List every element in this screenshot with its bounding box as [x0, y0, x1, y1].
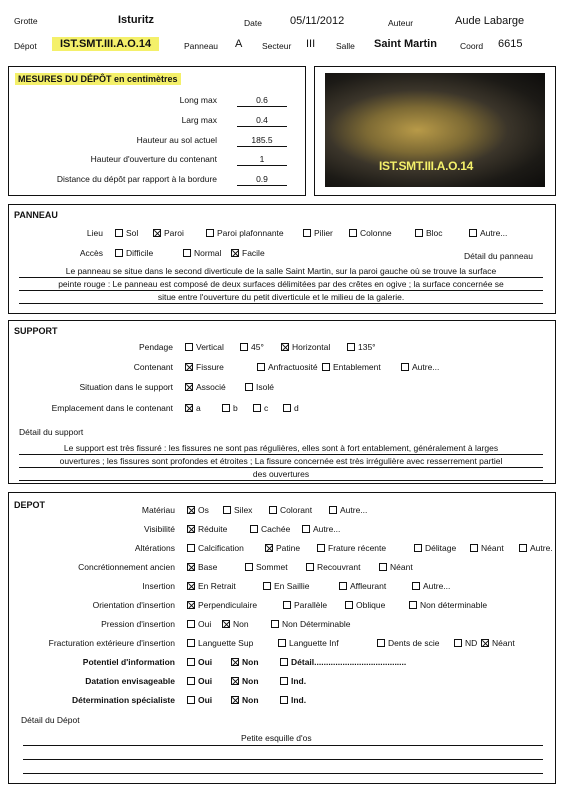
- checkbox[interactable]: [187, 639, 195, 647]
- checkbox[interactable]: [470, 544, 478, 552]
- detail-line: Le support est très fissuré : les fissures ne sont pas régulières, elles sont à fort entablement, généralement à larges: [63, 443, 499, 453]
- checkbox[interactable]: [222, 404, 230, 412]
- option-label: Non: [233, 619, 249, 629]
- checkbox[interactable]: [240, 343, 248, 351]
- checkbox[interactable]: [223, 506, 231, 514]
- option-label: Autre...: [412, 362, 440, 372]
- emplacement-label-text: Emplacement dans le contenant: [51, 403, 173, 413]
- option-label: Paroi: [164, 228, 184, 238]
- checkbox-checked[interactable]: [185, 383, 193, 391]
- option-label: Néant: [481, 543, 504, 553]
- checkbox[interactable]: [306, 563, 314, 571]
- acces-label: Accès: [79, 248, 103, 258]
- option-label: Affleurant: [350, 581, 387, 591]
- option-label: Silex: [234, 505, 253, 515]
- option-label: Non Déterminable: [282, 619, 351, 629]
- option-label: En Retrait: [198, 581, 236, 591]
- detail-line: situe entre l'ouverture du petit diverticule et le milieu de la galerie.: [157, 292, 405, 302]
- option-label: Associé: [196, 382, 226, 392]
- option-languette-sup[interactable]: [187, 638, 253, 648]
- mesure-value[interactable]: 0.4: [237, 115, 287, 127]
- detail-rule: [19, 480, 543, 481]
- option-autre[interactable]: [302, 524, 340, 534]
- option-entablement[interactable]: [322, 362, 381, 372]
- checkbox[interactable]: [414, 544, 422, 552]
- option-os[interactable]: [187, 505, 209, 515]
- option-label: Patine: [276, 543, 301, 553]
- option-label: Néant: [390, 562, 413, 572]
- checkbox[interactable]: [187, 677, 195, 685]
- checkbox[interactable]: [187, 658, 195, 666]
- detail-rule: [19, 467, 543, 468]
- option-difficile[interactable]: [115, 248, 153, 258]
- option-label: Entablement: [333, 362, 381, 372]
- checkbox[interactable]: [250, 525, 258, 533]
- option-label: Cachée: [261, 524, 291, 534]
- checkbox-checked[interactable]: [231, 658, 239, 666]
- checkbox[interactable]: [206, 229, 214, 237]
- option-label: Os: [198, 505, 209, 515]
- mesures-title: MESURES DU DÉPÔT en centimètres: [15, 73, 181, 85]
- option-label: Colorant: [280, 505, 313, 515]
- checkbox[interactable]: [377, 639, 385, 647]
- option-pilier[interactable]: [303, 228, 333, 238]
- option-label: a: [196, 403, 201, 413]
- checkbox[interactable]: [278, 639, 286, 647]
- depot-value: IST.SMT.III.A.O.14: [52, 37, 159, 51]
- checkbox-checked[interactable]: [187, 525, 195, 533]
- option-isole[interactable]: [245, 382, 274, 392]
- checkbox[interactable]: [283, 404, 291, 412]
- deposit-photo: [325, 73, 545, 187]
- option-label: Oui: [198, 695, 213, 705]
- option-label: 135°: [358, 342, 376, 352]
- option-label: Délitage: [425, 543, 457, 553]
- option-recouvrant[interactable]: [306, 562, 360, 572]
- option-label: Isolé: [256, 382, 274, 392]
- panneau-value: A: [235, 38, 243, 50]
- option-label: Autre...: [423, 581, 451, 591]
- option-label: Néant: [492, 638, 515, 648]
- option-a[interactable]: [185, 403, 201, 413]
- option-en-retrait[interactable]: [187, 581, 236, 591]
- mesure-label: Larg max: [181, 115, 217, 125]
- date-label: Date: [244, 18, 262, 28]
- option-neant[interactable]: [379, 562, 413, 572]
- checkbox-checked[interactable]: [187, 582, 195, 590]
- situation-label-text: Situation dans le support: [79, 382, 173, 392]
- checkbox[interactable]: [322, 363, 330, 371]
- option-cachee[interactable]: [250, 524, 290, 534]
- option-label: Oui: [198, 676, 213, 686]
- option-paroi[interactable]: [153, 228, 184, 238]
- panneau-label: Panneau: [184, 41, 219, 51]
- salle-label: Salle: [336, 41, 355, 51]
- option-languette-inf[interactable]: [278, 638, 339, 648]
- checkbox[interactable]: [339, 582, 347, 590]
- checkbox[interactable]: [302, 525, 310, 533]
- checkbox[interactable]: [269, 506, 277, 514]
- salle-value: Saint Martin: [374, 38, 437, 50]
- option-label: Recouvrant: [317, 562, 361, 572]
- option-135[interactable]: [347, 342, 376, 352]
- option-45[interactable]: [240, 342, 264, 352]
- option-base[interactable]: [187, 562, 217, 572]
- option-bloc[interactable]: [415, 228, 443, 238]
- checkbox[interactable]: [185, 343, 193, 351]
- option-reduite[interactable]: [187, 524, 227, 534]
- checkbox[interactable]: [303, 229, 311, 237]
- depot-row-label: Matériau: [141, 505, 175, 515]
- support-box: [8, 320, 556, 484]
- checkbox[interactable]: [280, 677, 288, 685]
- detail-depot-text: Petite esquille d'os: [241, 733, 312, 743]
- depot-row-label: Fracturation extérieure d'insertion: [48, 638, 175, 648]
- depot-row-label: Orientation d'insertion: [92, 600, 175, 610]
- option-label: Difficile: [126, 248, 154, 258]
- option-label: Anfractuosité: [268, 362, 318, 372]
- depot-row-label: Insertion: [142, 581, 175, 591]
- option-label: Calcification: [198, 543, 244, 553]
- checkbox[interactable]: [379, 563, 387, 571]
- depot-box: [8, 492, 556, 784]
- detail-rule: [19, 277, 543, 278]
- detail-rule: [19, 454, 543, 455]
- option-ind[interactable]: [280, 676, 306, 686]
- option-label: d: [294, 403, 299, 413]
- auteur-value: Aude Labarge: [455, 15, 525, 27]
- checkbox[interactable]: [469, 229, 477, 237]
- option-parallele[interactable]: [283, 600, 327, 610]
- option-label: Sol: [126, 228, 139, 238]
- detail-line: Le panneau se situe dans le second diverticule de la salle Saint Martin, sur la paroi gauche où se trouve la surface: [65, 266, 497, 276]
- depot-row-label: Visibilité: [143, 524, 175, 534]
- option-label: Base: [198, 562, 218, 572]
- mesure-label: Hauteur d'ouverture du contenant: [90, 154, 217, 164]
- option-label: Ind.: [291, 676, 307, 686]
- option-vertical[interactable]: [185, 342, 224, 352]
- option-associe[interactable]: [185, 382, 226, 392]
- option-calcification[interactable]: [187, 543, 244, 553]
- option-autre[interactable]: [469, 228, 507, 238]
- option-non-determinable[interactable]: [271, 619, 351, 629]
- option-label: Perpendiculaire: [198, 600, 258, 610]
- option-label: Autre.: [530, 543, 553, 553]
- option-en-saillie[interactable]: [263, 581, 309, 591]
- checkbox[interactable]: [283, 601, 291, 609]
- checkbox-checked[interactable]: [481, 639, 489, 647]
- option-non[interactable]: [222, 619, 249, 629]
- checkbox-checked[interactable]: [187, 506, 195, 514]
- option-label: Parallèle: [294, 600, 328, 610]
- checkbox[interactable]: [347, 343, 355, 351]
- checkbox-checked[interactable]: [222, 620, 230, 628]
- secteur-value: III: [306, 38, 316, 50]
- option-frature-recente[interactable]: [317, 543, 386, 553]
- option-label: Détail.......................................: [291, 657, 407, 667]
- option-label: Bloc: [426, 228, 443, 238]
- option-label: Non déterminable: [420, 600, 488, 610]
- checkbox-checked[interactable]: [153, 229, 161, 237]
- depot-row-label: Altérations: [134, 543, 175, 553]
- checkbox[interactable]: [187, 620, 195, 628]
- option-autre[interactable]: [519, 543, 553, 553]
- option-detail[interactable]: [280, 657, 406, 667]
- checkbox-checked[interactable]: [265, 544, 273, 552]
- option-label: Non: [242, 695, 259, 705]
- checkbox-checked[interactable]: [185, 363, 193, 371]
- option-label: ND: [465, 638, 478, 648]
- checkbox[interactable]: [519, 544, 527, 552]
- detail-panneau-label: Détail du panneau: [464, 251, 534, 261]
- detail-rule: [19, 303, 543, 304]
- option-perpendiculaire[interactable]: [187, 600, 257, 610]
- checkbox[interactable]: [349, 229, 357, 237]
- auteur-label: Auteur: [388, 18, 414, 28]
- checkbox[interactable]: [187, 544, 195, 552]
- option-oblique[interactable]: [345, 600, 385, 610]
- option-sommet[interactable]: [245, 562, 288, 572]
- support-title: SUPPORT: [14, 326, 58, 336]
- checkbox[interactable]: [409, 601, 417, 609]
- coord-label: Coord: [460, 41, 484, 51]
- checkbox[interactable]: [245, 383, 253, 391]
- option-affleurant[interactable]: [339, 581, 386, 591]
- secteur-label: Secteur: [262, 41, 292, 51]
- option-delitage[interactable]: [414, 543, 456, 553]
- option-label: Réduite: [198, 524, 228, 534]
- option-horizontal[interactable]: [281, 342, 330, 352]
- panneau-title: PANNEAU: [14, 210, 58, 220]
- checkbox[interactable]: [115, 249, 123, 257]
- checkbox[interactable]: [454, 639, 462, 647]
- option-colorant[interactable]: [269, 505, 312, 515]
- detail-line: ouvertures ; les fissures sont profondes et étroites ; La fissure concernée est très irrégulière avec resserrement partiel: [59, 456, 503, 466]
- checkbox[interactable]: [415, 229, 423, 237]
- checkbox[interactable]: [187, 696, 195, 704]
- detail-line-1: [23, 745, 543, 746]
- option-dents-de-scie[interactable]: [377, 638, 440, 648]
- detail-line-2: [23, 759, 543, 760]
- option-label: Oui: [198, 657, 213, 667]
- option-label: 45°: [251, 342, 264, 352]
- option-label: Non: [242, 676, 259, 686]
- checkbox[interactable]: [280, 696, 288, 704]
- checkbox-checked[interactable]: [231, 677, 239, 685]
- checkbox[interactable]: [345, 601, 353, 609]
- checkbox-checked[interactable]: [185, 404, 193, 412]
- checkbox[interactable]: [412, 582, 420, 590]
- option-neant[interactable]: [470, 543, 504, 553]
- option-facile[interactable]: [231, 248, 265, 258]
- option-sol[interactable]: [115, 228, 138, 238]
- option-label: Colonne: [360, 228, 392, 238]
- option-oui[interactable]: [187, 657, 212, 667]
- option-non[interactable]: [231, 657, 259, 667]
- option-label: Non: [242, 657, 259, 667]
- option-ind[interactable]: [280, 695, 306, 705]
- option-b[interactable]: [222, 403, 238, 413]
- detail-rule: [19, 290, 543, 291]
- depot-row-label: Datation envisageable: [85, 676, 175, 686]
- option-colonne[interactable]: [349, 228, 392, 238]
- date-value: 05/11/2012: [290, 15, 345, 27]
- depot-row-label: Détermination spécialiste: [72, 695, 175, 705]
- detail-line: des ouvertures: [252, 469, 310, 479]
- option-label: Paroi plafonnante: [217, 228, 284, 238]
- option-oui[interactable]: [187, 676, 212, 686]
- panneau-box: [8, 204, 556, 314]
- checkbox-checked[interactable]: [187, 563, 195, 571]
- checkbox[interactable]: [401, 363, 409, 371]
- option-oui[interactable]: [187, 619, 211, 629]
- detail-line: peinte rouge : Le panneau est composé de deux surfaces délimitées par des crêtes en ogive ; la surface concernée se: [58, 279, 504, 289]
- option-label: Facile: [242, 248, 265, 258]
- photo-caption: IST.SMT.III.A.O.14: [379, 159, 473, 173]
- grotte-label: Grotte: [14, 16, 38, 26]
- checkbox[interactable]: [253, 404, 261, 412]
- mesures-box: [8, 66, 306, 196]
- checkbox-checked[interactable]: [231, 249, 239, 257]
- option-label: Fissure: [196, 362, 224, 372]
- option-label: Languette Inf: [289, 638, 339, 648]
- option-non-determinable[interactable]: [409, 600, 487, 610]
- option-label: Autre...: [340, 505, 368, 515]
- checkbox[interactable]: [317, 544, 325, 552]
- checkbox[interactable]: [263, 582, 271, 590]
- checkbox[interactable]: [329, 506, 337, 514]
- detail-support-label: Détail du support: [19, 427, 84, 437]
- option-non[interactable]: [231, 695, 259, 705]
- coord-value: 6615: [498, 38, 523, 50]
- option-d[interactable]: [283, 403, 299, 413]
- option-label: Oui: [198, 619, 212, 629]
- detail-depot-label: Détail du Dépot: [21, 715, 80, 725]
- mesure-label: Hauteur au sol actuel: [136, 135, 217, 145]
- checkbox-checked[interactable]: [281, 343, 289, 351]
- option-non[interactable]: [231, 676, 259, 686]
- pendage-label-text: Pendage: [138, 342, 173, 352]
- mesure-label: Distance du dépôt par rapport à la bordure: [56, 174, 217, 184]
- option-anfractuosite[interactable]: [257, 362, 318, 372]
- option-label: Autre...: [313, 524, 341, 534]
- mesure-value[interactable]: 1: [237, 154, 287, 166]
- option-autre[interactable]: [329, 505, 367, 515]
- option-nd[interactable]: [454, 638, 477, 648]
- option-label: b: [233, 403, 238, 413]
- option-patine[interactable]: [265, 543, 300, 553]
- contenant-label-text: Contenant: [133, 362, 173, 372]
- option-fissure[interactable]: [185, 362, 224, 372]
- mesure-value[interactable]: 185.5: [237, 135, 287, 147]
- option-label: Languette Sup: [198, 638, 254, 648]
- depot-row-label: Pression d'insertion: [101, 619, 175, 629]
- checkbox[interactable]: [245, 563, 253, 571]
- checkbox[interactable]: [280, 658, 288, 666]
- detail-line-3: [23, 773, 543, 774]
- option-neant[interactable]: [481, 638, 515, 648]
- depot-label: Dépot: [14, 41, 37, 51]
- lieu-label: Lieu: [86, 228, 103, 238]
- depot-row-label: Concrétionnement ancien: [78, 562, 175, 572]
- depot-row-label: Potentiel d'information: [82, 657, 175, 667]
- option-autre[interactable]: [412, 581, 450, 591]
- option-label: Pilier: [314, 228, 333, 238]
- option-label: En Saillie: [274, 581, 310, 591]
- option-autre[interactable]: [401, 362, 439, 372]
- checkbox[interactable]: [183, 249, 191, 257]
- mesure-label: Long max: [179, 95, 217, 105]
- checkbox-checked[interactable]: [187, 601, 195, 609]
- mesure-value[interactable]: 0.6: [237, 95, 287, 107]
- checkbox[interactable]: [257, 363, 265, 371]
- option-silex[interactable]: [223, 505, 252, 515]
- grotte-value: Isturitz: [118, 14, 155, 26]
- checkbox[interactable]: [271, 620, 279, 628]
- option-label: Ind.: [291, 695, 307, 705]
- option-c[interactable]: [253, 403, 268, 413]
- option-label: Oblique: [356, 600, 386, 610]
- depot-title: DEPOT: [14, 500, 46, 510]
- checkbox[interactable]: [115, 229, 123, 237]
- option-label: c: [264, 403, 269, 413]
- option-oui[interactable]: [187, 695, 212, 705]
- mesure-value[interactable]: 0.9: [237, 174, 287, 186]
- option-label: Dents de scie: [388, 638, 440, 648]
- option-label: Sommet: [256, 562, 288, 572]
- option-label: Frature récente: [328, 543, 387, 553]
- photo-frame: [314, 66, 556, 196]
- checkbox-checked[interactable]: [231, 696, 239, 704]
- option-label: Autre...: [480, 228, 508, 238]
- option-label: Vertical: [196, 342, 224, 352]
- option-paroi-plafonnante[interactable]: [206, 228, 284, 238]
- option-label: Normal: [194, 248, 222, 258]
- option-label: Horizontal: [292, 342, 331, 352]
- option-normal[interactable]: [183, 248, 221, 258]
